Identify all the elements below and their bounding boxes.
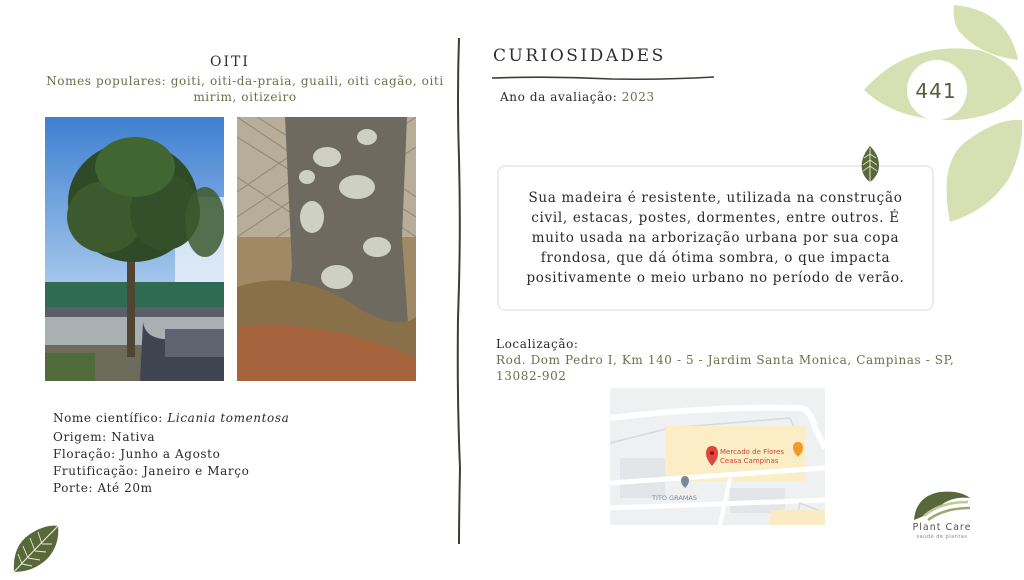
location-address[interactable]: Rod. Dom Pedro I, Km 140 - 5 - Jardim Santa Monica, Campinas - SP, 13082-902 xyxy=(496,353,955,383)
tree-title: OITI xyxy=(210,54,250,70)
location-map[interactable] xyxy=(610,388,825,525)
section-title: CURIOSIDADES xyxy=(493,46,666,66)
leaf-corner-icon xyxy=(8,522,62,576)
trunk-photo xyxy=(237,117,416,381)
map-place-line1: Mercado de Flores xyxy=(720,448,785,456)
title-underline xyxy=(492,67,714,75)
evaluation-year xyxy=(500,90,655,104)
map-place-line2: Ceasa Campinas xyxy=(720,457,779,465)
tree-number-badge: 441 xyxy=(915,79,957,103)
location-label: Localização: xyxy=(496,337,579,351)
year-label: Ano da avaliação: xyxy=(500,90,622,104)
tree-photo xyxy=(45,117,224,381)
scientific-name-value: Licania tomentosa xyxy=(167,411,290,425)
origin: Origem: Nativa xyxy=(53,430,156,444)
logo-name: Plant Care xyxy=(912,522,972,533)
year-value: 2023 xyxy=(621,90,655,104)
curiosity-text: Sua madeira é resistente, utilizada na construção civil, estacas, postes, dormentes, entre outros. É muito usada na arborização urbana por sua copa frondosa, que dá ótima sombra, o que impacta positivamente o meio urbano no período de verão. xyxy=(526,190,905,286)
flowering: Floração: Junho a Agosto xyxy=(53,447,221,461)
map-street-label: TITO GRAMAS xyxy=(652,494,697,502)
popular-names: Nomes populares: goiti, oiti-da-praia, guaili, oiti cagão, oiti mirim, oitizeiro xyxy=(46,74,444,104)
scientific-name xyxy=(53,410,289,427)
scientific-name-label: Nome científico: xyxy=(53,411,168,425)
logo-tagline: saúde de plantas xyxy=(916,534,968,540)
tree-size: Porte: Até 20m xyxy=(53,481,153,495)
vertical-divider xyxy=(455,38,463,544)
tree-facts xyxy=(53,410,289,497)
fruiting: Frutificação: Janeiro e Março xyxy=(53,464,250,478)
